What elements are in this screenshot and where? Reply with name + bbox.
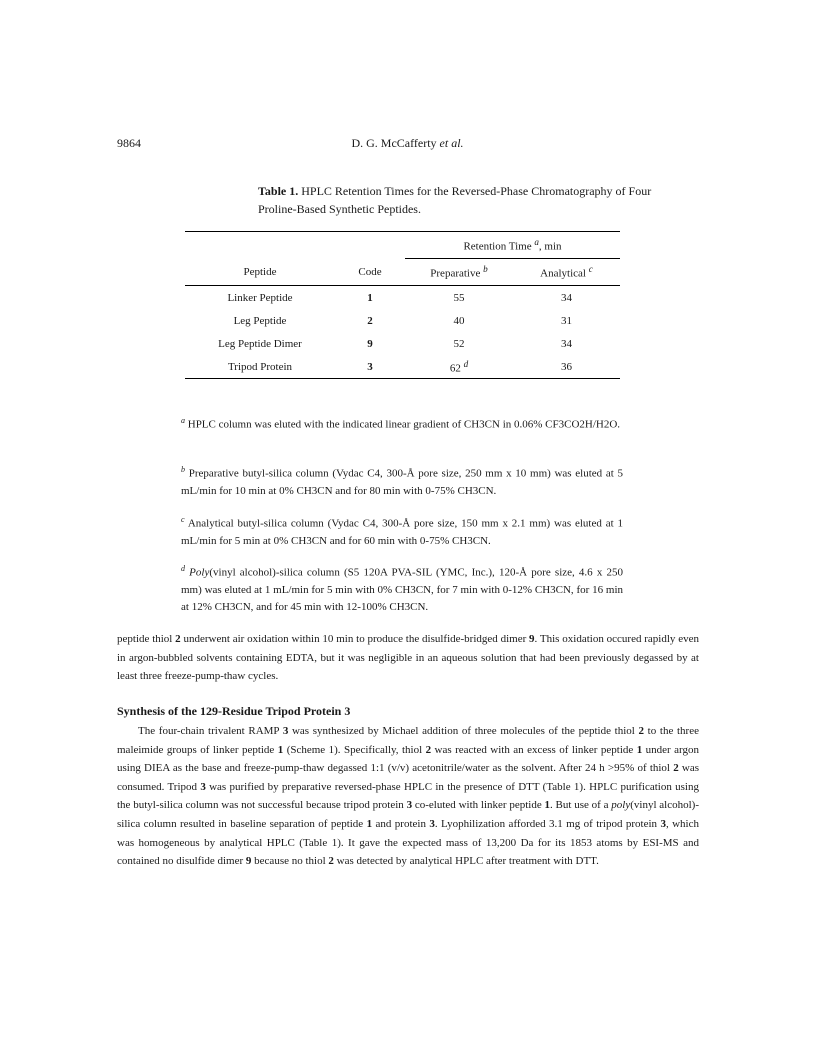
cell-preparative: 40 [453,314,465,327]
footnote-a: $^a$ HPLC column was eluted with the indicated linear gradient of CH3CN in 0.06% CF3CO2H/H2O. [181,416,621,431]
cell-analytical: 36 [513,355,620,379]
cell-peptide: Tripod Protein [185,355,335,379]
table-caption-text: HPLC Retention Times for the Reversed-Phase Chromatography of Four Proline-Based Synthetic Peptides. [258,184,652,216]
cell-analytical: 31 [561,314,572,327]
section-heading: Synthesis of the 129-Residue Tripod Protein 3 [117,704,351,718]
cell-preparative: 55 [405,286,513,310]
running-head-author [0,136,815,151]
body-paragraph-2: The four-chain trivalent RAMP 3 was synthesized by Michael addition of three molecules of the peptide thiol 2 to the three maleimide groups of linker peptide 1 (Scheme 1). Specifically, thiol 2 was reacted with an excess of linker peptide 1 under argon using DIEA as the base and freeze-pump-thaw degassed 1:1 (v/v) acetonitrile/water as the solvent. After 24 h >95% of thiol 2 was consumed. Tripod 3 was purified by preparative reversed-phase HPLC in the presence of DTT (Table 1). HPLC purification using the butyl-silica column was not successful because tripod protein 3 co-eluted with linker peptide 1. But use of a poly(vinyl alcohol)-silica column resulted in baseline separation of peptide 1 and protein 3. Lyophilization afforded 3.1 mg of tripod protein 3, which was homogeneous by analytical HPLC (Table 1). It gave the expected mass of 13,200 Da for its 1853 atoms by ESI-MS and contained no disulfide dimer 9 because no thiol 2 was detected by analytical HPLC after treatment with DTT. [117,725,700,868]
retention-time-header: Retention Time $^a$, min [405,232,620,259]
cell-code: 1 [335,286,405,310]
cell-code: 9 [367,337,373,350]
table-row [185,355,620,379]
cell-code: 2 [367,314,373,327]
footnote-c: $^c$ Analytical butyl-silica column (Vydac C4, 300-Å pore size, 150 mm x 2.1 mm) was eluted at 1 mL/min for 5 min at 0% CH3CN and for 60 min with 0-75% CH3CN. [181,515,623,547]
body-paragraph-1: peptide thiol 2 underwent air oxidation within 10 min to produce the disulfide-bridged dimer 9. This oxidation occured rapidly even in argon-bubbled solvents containing EDTA, but it was negligible in an aqueous solution that had been previously degassed by at least three freeze-pump-thaw cycles. [117,633,699,683]
cell-analytical: 34 [513,286,620,310]
col-header-analytical: Analytical $^c$ [513,259,620,286]
page-number: 9864 [117,136,141,150]
footnote-d: $^d$ Poly(vinyl alcohol)-silica column (S5 120A PVA-SIL (YMC, Inc.), 120-Å pore size, 4.6 x 250 mm) was eluted at 1 mL/min for 5 min with 0% CH3CN, for 7 min with 0-12% CH3CN, for 16 min at 12% CH3CN, and for 45 min with 12-100% CH3CN. [181,564,624,613]
table-row [185,309,620,332]
table-row [185,332,620,355]
cell-peptide: Leg Peptide [233,314,287,327]
cell-code: 3 [335,355,405,379]
table-caption-label: Table 1. [258,184,299,198]
cell-peptide: Linker Peptide [185,286,335,310]
cell-analytical: 34 [561,337,572,350]
cell-peptide: Leg Peptide Dimer [218,337,302,350]
table-row [185,286,620,310]
table-group-header-row [185,232,620,259]
col-header-preparative: Preparative $^b$ [405,259,513,286]
table-caption [258,182,658,218]
table-column-header-row [185,259,620,286]
col-header-peptide: Peptide [243,265,277,278]
author-name: D. G. McCafferty [351,136,437,150]
author-suffix: et al. [439,136,464,150]
retention-time-table [185,231,620,379]
col-header-code: Code [358,265,382,278]
footnote-b: $^b$ Preparative butyl-silica column (Vydac C4, 300-Å pore size, 250 mm x 10 mm) was eluted at 5 mL/min for 10 min at 0% CH3CN and for 80 min with 0-75% CH3CN. [181,465,624,497]
cell-preparative: 62 $^d$ [405,355,513,379]
cell-preparative: 52 [453,337,465,350]
